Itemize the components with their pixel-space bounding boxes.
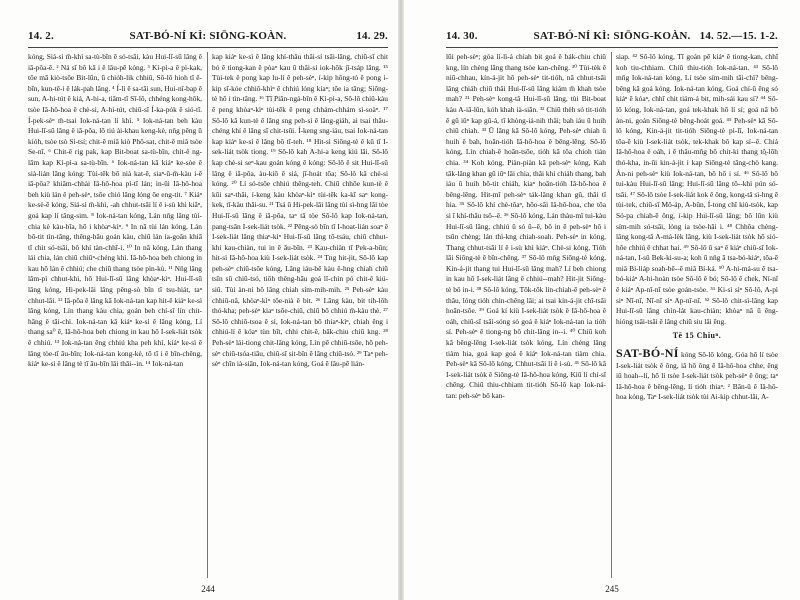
text-column-2 [616,52,778,580]
scripture-text: kóng, Siá-sì m̄-khì sa-tù-bīn ê só-tsāi, kàu Hui-lī-sū lâng ê iā-pôa-ē. ² Ná sī bô kā i ê lâu-pē kóng. ³ Kí-pì-a ê pì-kak, tōe mā kiò-tsōe Bit-lûn, ū chióh-lik chhiû, Sô-lô hioh tī ê-bīn, kun-tē-i ê lák-pah lâng. ⁴ Í-lì ê sa-tāi sun, Hui-nî-bap ê sun, A-hi-tút ê kiá, A-hi-a, tiām-tī Sī-lô, chhéng kong-hôk, tsòe Iâ-hô-hoa ê chè-si, A-hi-tút, chiū-sī Í-ka-pók ê sió-tī. Í-pek-sèⁿ m̄-tsai Iok-ná-tan lí khì. ⁵ Iok-ná-tan beh kàu Hui-lī-sū lâng ê iā-pôa, lō tiú ài-khau keng-kè, nn̄g pêng ū kióh, tsòe tsò Sì-tsí; chit-ê miâ kiò Phô-sat, chit-ê miâ tsòe Se-nī. ⁶ Chit-ê rig pak, kap Bit-boat sa-tù-bīn, chit-ê ng-lâm kap Kí-pì-a sa-tù-bīn. ⁶ Iok-ná-tan kā kiáⁿ ke-sòe ê sià-lián lâng kóng: Tùi-tēk bô nià kat-ē, siaⁿ-ū-m̄-kàu i-ē iā-pôa? khiâm-chhài Iâ-hô-hoa pì-tī lán; in-ūi Iâ-hô-hoa beh kiù lán ê peh-sèⁿ, tsōe chió lâng lóng ōe eng-tit. ⁷ Kiáⁿ ke-sè-ē kóng, Siá-sì m̄-khì, -ah chhut-tsāi lí ê i-sù khì kiâⁿ, goá kap lí tâng-sim. ⁸ Iok-ná-tan kóng, Lán nn̄g lâng tùi-chia kè kàu-bīa, hō i khòaⁿ-kìⁿ. ⁹ In nā tùi lán kóng, Lán bô-tit tìn-tāng, thêng-hāu goán kàu, chiū lán ia-goân khiā tī chit só-tsāi, bô khí tàn-chhī-i. ¹⁰ In nā kóng, Lán thang lái chia, lán chiū chiūⁿ-chéng khì. Iâ-hô-hoa beh chiong in kau hō lán ê chhiú; che chiū thang tsòe pìn-kù. ¹¹ Nn̄g lâng lâm-pì chhut-khì, hō Hui-lī-sū lâng khòaⁿ-kìⁿ. Hui-lī-sū lâng kóng, Hi-pek-lâi lâng pêng-sò bīn tī tsu-hiát, taⁿ chhut-lâi. ¹² Iā-pôa ê lâng kā Iok-ná-tan kap hit-ê kiáⁿ ke-sì lâng kóng, Lín thang kàu chia, goán beh chí-sī lín chit-hāng ê tāi-chì. Iok-ná-tan kā kiáⁿ ke-sì ê lâng kóng, Lí thang sa⁰ ē, Iâ-hô-hoa beh chiong in kau hō I-sek-liát tsòk ê chhiú. ¹³ Iok-ná-tan ēng chhiú kha peh khì, kiáⁿ ke-sì ê lâng tòe-tī āu-bīn; Iok-ná-tan kong-kè, tō tī i ê bīn-chêng, kiáⁿ ke-sì ê lâng tè tī āu-bīn lâi thâi--in. ¹⁴ Iok-ná-tan [28,52,202,369]
book-title: SAT-BÓ-NÍ KÌ: SIŌNG-KOÀN. [533,30,691,42]
text-column-2 [212,52,388,580]
scripture-text: siap. ⁴² Sô-lô kóng, Tī goán pē kiáⁿ ê tiong-kan, chhī koh tiu-chhiam. Chiū thiu-tióh Iok-ná-tan. ⁴³ Sô-lô mn̄g Iok-ná-tan kóng, Lí tsòe sím-mih tāi-chì? bêng-bêng kā goá kóng. Iok-ná-tan kóng, Goá chí-ū ēng só kiáⁿ ê kóaⁿ, chhī chit tiám-á bit, mih-sái kau sí? ⁴⁴ Sô-lô kóng, Iok-ná-tan, goá tek-khak hō lí sí; goá nā bô àn-ni, goán Siōng-tè bêng-hoát goá. ⁴⁵ Peh-sèⁿ kā Sô-lô kóng, Kin-á-jit tit-tióh Siōng-tè pì-lī, Iok-ná-tan tōa-ē kiù I-sek-liát tsòk, tek-khak bô kap sí--ē. Chiá Iâ-hô-hoa ê oáh, i ê thâu-mn̂g bô chit-ki thang tô̤-lōh thó-kha, in-ūi kin-á-jit i kap Siōng-tè tâng-chò kang. Àn-ni peh-sèⁿ kiù Iok-ná-tan, bô hō i sí. ⁴⁶ Sô-lô bô tui-kàu Hui-lī-sū lâng; Hui-lī-sū lâng tō--khì pún só-tsāi. ⁴⁷ Sô-lô tsòe I-sek-liát kok ê ông, kong-tâ sì-hng ê tùi-tek, chiū-sī Mô-áp, A-bûn, Í-tong chī kiù-tsòk, kap Só-pa chiah-ē ông, í-kip Hui-lī-sū lâng; bô lūn kiù sím-mih só-tsāi, lóng ia tsòe-hāi i. ⁴⁸ Chhōa chèng-lâng kong-tâ A-má-lèk lâng, kiù I-sek-liát tsòk hō sió-hōe chhiú ê chhat hai. ⁴⁹ Sô-lô ū saⁿ ê kiáⁿ chiū-sī Iok-ná-tan, I-sū Bek-ki-su-a; koh ū nn̄g ā tsa-bó-kiáⁿ, tōa-ē miâ Bí-liáp soah-bē--ē miâ Bí-ká. ⁵⁰ A-hi-má-su ê tsa-bó-kiáⁿ A-hi-hoàn tsòe Sô-lô ê bó; Sô-lô ê chek, Ní-nī ê kiáⁿ Ap-nī-nī tsòe goán-tsòe. ⁵¹ Ki-sì sìⁿ Sô-lô, A-pì siⁿ Nī-nī, Nī-nī sìⁿ Ap-nī-nī. ⁵² Sô-lô chit-sì-lâng kap Hui-lī-sū lâng chìn-lát kau-chiàn; khòaⁿ nā ū ēng-hióng tsāi-tsāi ê lâng chiū siu lāi êng. [616,52,778,326]
running-header [28,30,388,46]
chapter-verse-ref-end: 14. 52.—15. 1-2. [699,30,778,42]
text-columns [446,52,778,580]
text-column-1 [28,52,202,580]
chapter-verse-ref-start: 14. 2. [28,30,54,42]
chapter-verse-ref-start: 14. 30. [446,30,478,42]
running-header [446,30,778,46]
text-columns [28,52,388,580]
header-rule [446,47,778,48]
drop-cap-word: SAT-BÓ-NÍ [616,346,679,361]
scripture-text: kap kiáⁿ ke-sì ê lâng khí-thâu thâi-sí tsāi-lâng, chiū-sī chit bó ê tiong-kan ê pòaⁿ kau ū thâi-sí iok-hôk jî-tsáp lâng. ¹⁵ Tùi-tek ê pong kap lu-lí ê peh-sèⁿ, í-kip hông-tó ê pong í-kip sī-kóe chhiō-khìⁿ ê chhiú lóng kiaⁿ; tōe ia tāng; Siōng-tè hō i tìn-tāng. ¹⁶ Tī Piān-ngá-bīn ê Kì-pì-a, Sô-lô chiū-kàu ê peng khòaⁿ-kìⁿ tùi-tēk ê peng chhám-chhám sì-soàⁿ. ¹⁷ Sô-lô kā kun-tè ê lâng sng peh-sì ê lâng-giáh, ai tsai thâu-chéng khí ê lâng sī chit-tsūi. Í-keng sng-iáu, tsai Iok-ná-tan kap kiáⁿ ke-sì ê lâng bô tī-teh. ¹⁸ Hit-sì Siōng-tè ê kū tī I-sek-liát tsòk tiong. ¹⁹ Sô-lô kah A-hi-a keng kiú lâi. Sô-lô kap chè-si seⁿ-kau goán kóng ē kóng: Sō-lô ê sit Hui-lī-sū lâng ê iā-pôa, àu-kiô ê siá, jī-hoát tōa; Sô-lô kā chè-si kóng. ²⁰ Lí só-tsōe chhiú thêng-teh. Chiū chhôe kun-tè ê kūi saⁿ-thâi, í-keng kàu khòaⁿ-kìⁿ tùi-tēk ka-kī saⁿ kong-kek, tī-kàu thâi-su. ²¹ Tsá ū Hi-pek-lâi lâng tùi sì-hng lâi tòe Hui-lī-sū lâng ê iā-pôa, taⁿ tā tòe Sô-lô kap Iok-ná-tan, pang-tsān I-sek-liát tsòk. ²² Pêng-sò bīn tī I-hoat-lián soaⁿ ê I-sek-liát lâng thiaⁿ-kìⁿ Hui-lī-sū lâng tō-tsáu, chiū chhut-khí kau-chiàn, tui in ē āu-bīn. ²³ Kau-chiàn tī Pek-a-būn; hit-sì Iâ-hô-hoa kiù I-sek-liát tsòk. ²⁴ Tng hit-jit, Sô-lô kap peh-sèⁿ chiū-tsōe kóng, Lâng iáu-bē kàu ê-hng chiah chiū tsīn sū chiū-tsó, tiōh thêng-hāu goá lî-chìn pó chit-ê kiú-siû. Tùi àn-ni bô lâng chiah sím-mih-mih. ²⁵ Peh-sèⁿ kàu chhiū-nâ, khòaⁿ-kìⁿ tōe-nià ê bit. ²⁶ Lâng kàu, bit tih-lôh thó-kha; peh-sèⁿ kiaⁿ tsōe-chiū, chiū bô chhiú m̄-kàu thè. ²⁷ Sô-lô chhiō-tsoa ê sì, Iok-ná-tan bô thiaⁿ-kìⁿ, chiah êng i chhiú-lí ê kóaⁿ tùn bīt, chhi chit-ê, bāk-chiu chiū kng. ²⁸ Peh-sèⁿ lái-tiong chit-lâng kóng, Lín pē chhiū-tsōe, hō peh-sèⁿ chiū-tsóa-tiāu, chiū-sī sit-bîn ê lâng chiū-tsó. ²⁹ Taⁿ peh-sèⁿ chīn ià-siān, Iok-ná-tan kóng, Goá ē lâu-pē lián- [212,52,388,369]
header-rule [28,47,388,48]
text-column-1 [446,52,606,580]
chapter-opening-paragraph [616,348,778,403]
chapter-heading: Tē 15 Chiuⁿ. [672,331,722,341]
scripture-text: lūi peh-sèⁿ; góa lì-lì-á chiah bit goá ê bák-chiu chiū kng, lín chèng lâng thang tsòe kan-chêng. ³⁰ Tùi-tèk ê niū-chhau, kín-á-jit hō peh-sèⁿ tit-tióh, nā chhut-tsāi lâng chiáh chiū thâi Hui-lī-sū lâng kiám m̄ khah tsòe mah? ³¹ Peh-sèⁿ kong-tâ Hui-lī-sū lâng, tùi Bit-boat kàu A-iā-lûn, kóh khah ià-siān. ³² Chiū thèh só tit-tióh ê gû iûⁿ kap gû-á, tī khòng-iá-nih thâi; bah iáu ū huih chiū chiah. ³³ Ū lâng kā Sô-lô kóng, Peh-sèⁿ chiah ū huih ê bah, hoān-tióh Iâ-hô-hoa ê bêng-lēng. Sô-lô kóng, Lín chiah-ē hoān-tsōe, tióh kā tōa chioh tián chia. ³⁴ Koh kóng, Piàn-piàn kā peh-sèⁿ kóng, Kah tāk-lâng khan gû iûⁿ lâi chia, thâi khì chiáh thang, bah iáu ū huih bô-tit chiáh, kiaⁿ hoān-tióh Iâ-hô-hoa ê bêng-lēng. Hit-mî peh-sèⁿ ták-lâng khan gû, thâi tī hia. ³⁵ Sô-lô khí chè-tôaⁿ, hōo-sāi Iâ-hô-hoa, che tōa sì ī khí-thâu tsō--ē. ³⁶ Sô-lô kóng, Lán thàu-mî tui-kàu Hui-lī-sū lâng, chhiú ū só ū--ē, bô in ē peh-sèⁿ hō i tsūn chèng; lán thì-kng chiah-soah. Peh-sèⁿ in kóng, Thang chhut-tsāi lí ê i-sù khì kiáⁿ. Chè-si kóng, Tióh lâi Siōng-tè ê bīn-chêng. ³⁷ Sô-lô mn̄g Siōng-tè kóng, Kin-á-jit thang tui Hui-lī-sū lâng mah? Lí beh chiong in kau hō I-sek-liát lâng ê chhiú--mah? Hit-jit Siōng-tè bô in-i. ³⁸ Sô-lô kóng, Tōk-tōk lín-chiah-ē peh-sèⁿ ê thâu, lóng tióh chìn-chêng lâi; ai tsai kín-á-jit chī-tsāi hoān-tsōe. ³⁹ Goá kí kiù I-sek-liát tsòk ê Iâ-hô-hoa ê oáh, chiū-sī tsâi-sóng só goá ê kiáⁿ Iok-ná-tan ia tióh sí. Peh-sèⁿ ê tiong-ng bô chit-lâng in--i. ⁴⁰ Chiū koh kā bêng-lēng I-sek-liát tsòk kóng, Lín chèng lâng tiàm hia, goá kap goá ê kiáⁿ Iok-ná-tan tiàm chia. Peh-sèⁿ kā Sô-lô kóng, Chhut-tsāi lí ê i-sù. ⁴¹ Sô-lô kā I-sek-liát tsòk ê Siōng-tè Iâ-hô-hoa kóng, Kiû lí chí-sī chēng. Chiū thiu-chhiam tit-tióh Sô-lô kap Iok-ná-tan: peh-sèⁿ bô kan- [446,52,606,400]
chapter-verse-ref-end: 14. 29. [356,30,388,42]
left-page [28,0,388,600]
scripture-text: kóng Sô-lô kóng, Góa hō lí tsòe I-sek-liát tsòk ê ông, iā hō ông ê Iâ-hô-hoa chhe, ēng iû hoah--lí, hō lí tsòe I-sek-liát tsòk peh-sèⁿ ê ông; taⁿ Iâ-hô-hoa ê bêng-lēng, lí tióh thiaⁿ. ² Bān-ū ê Iâ-hô-hoa kóng, Taⁿ I-sek-liát tsòk tùi Ai-kip chhut-lâi, A- [616,350,778,402]
right-page [446,0,778,600]
book-title: SAT-BÓ-NÍ KÌ: SIŌNG-KOÀN. [129,30,287,42]
page-number: 245 [605,584,619,594]
book-gutter [398,0,404,600]
page-number: 244 [201,584,215,594]
